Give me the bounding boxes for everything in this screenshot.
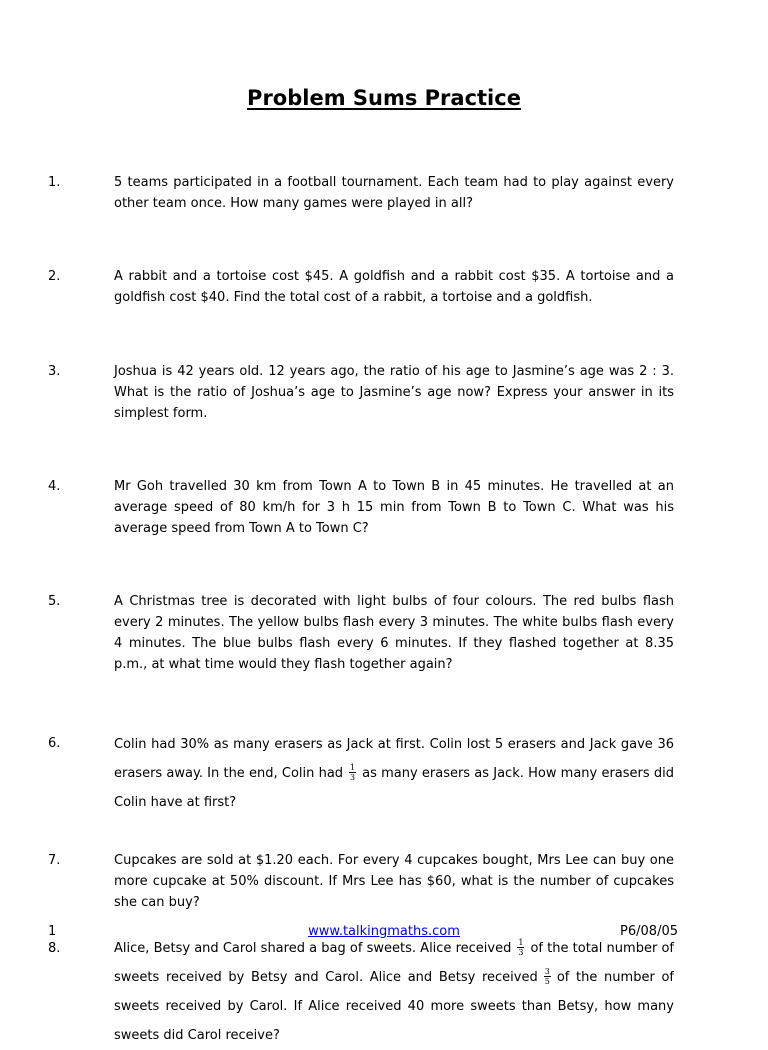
question-5 bbox=[48, 591, 674, 675]
fraction-numerator: 3 bbox=[544, 967, 550, 976]
question-text: A Christmas tree is decorated with light bulbs of four colours. The red bulbs flash every 2 minutes. The yellow bulbs flash every 3 minutes. The white bulbs flash every 4 minutes. The blue bulbs flash every 6 minutes. If they flashed together at 8.35 p.m., at what time would they flash together again? bbox=[114, 594, 674, 672]
question-text-part: of the total number of sweets received by Betsy and Carol. Alice and Betsy received bbox=[114, 941, 674, 985]
question-number: 4. bbox=[48, 479, 61, 494]
fraction-denominator: 5 bbox=[544, 977, 550, 986]
question-8 bbox=[48, 934, 674, 1050]
question-number: 1. bbox=[48, 175, 61, 190]
question-number: 5. bbox=[48, 594, 61, 609]
question-number: 3. bbox=[48, 364, 61, 379]
question-text: A rabbit and a tortoise cost $45. A goldfish and a rabbit cost $35. A tortoise and a goldfish cost $40. Find the total cost of a rabbit, a tortoise and a goldfish. bbox=[114, 269, 674, 305]
question-2 bbox=[48, 266, 674, 308]
question-text-part: Alice, Betsy and Carol shared a bag of sweets. Alice received bbox=[114, 941, 512, 956]
fraction-denominator: 3 bbox=[518, 948, 524, 957]
question-1 bbox=[48, 172, 674, 214]
footer-worksheet-code: P6/08/05 bbox=[620, 924, 678, 939]
question-4 bbox=[48, 476, 674, 539]
fraction-numerator: 1 bbox=[518, 938, 524, 947]
question-text bbox=[114, 730, 674, 817]
question-text: Cupcakes are sold at $1.20 each. For every 4 cupcakes bought, Mrs Lee can buy one more cupcake at 50% discount. If Mrs Lee has $60, what is the number of cupcakes she can buy? bbox=[114, 853, 674, 910]
fraction bbox=[517, 938, 524, 957]
question-6 bbox=[48, 730, 674, 817]
question-text: Joshua is 42 years old. 12 years ago, the ratio of his age to Jasmine’s age was 2 : 3. What is the ratio of Joshua’s age to Jasmine’s age now? Express your answer in its simplest form. bbox=[114, 364, 674, 421]
question-text-part: as many erasers as Jack. How many erasers did Colin have at first? bbox=[114, 766, 674, 810]
question-number: 8. bbox=[48, 941, 61, 956]
question-number: 7. bbox=[48, 853, 61, 868]
question-number: 2. bbox=[48, 269, 61, 284]
question-text bbox=[114, 934, 674, 1050]
question-text: 5 teams participated in a football tournament. Each team had to play against every other team once. How many games were played in all? bbox=[114, 175, 674, 211]
question-text: Mr Goh travelled 30 km from Town A to Town B in 45 minutes. He travelled at an average speed of 80 km/h for 3 h 15 min from Town B to Town C. What was his average speed from Town A to Town C? bbox=[114, 479, 674, 536]
fraction-numerator: 1 bbox=[350, 763, 356, 772]
fraction-denominator: 3 bbox=[350, 773, 356, 782]
website-link[interactable]: www.talkingmaths.com bbox=[308, 924, 460, 939]
fraction bbox=[544, 967, 551, 986]
page-title: Problem Sums Practice bbox=[247, 86, 521, 110]
question-text-part: Colin had 30% as many erasers as Jack at first. Colin lost 5 erasers and Jack gave 36 erasers away. In the end, Colin had bbox=[114, 737, 674, 781]
question-number: 6. bbox=[48, 736, 61, 751]
footer-page-number: 1 bbox=[48, 924, 57, 939]
question-7 bbox=[48, 850, 674, 913]
question-3 bbox=[48, 361, 674, 424]
fraction bbox=[349, 763, 356, 782]
question-text-part: of the number of sweets received by Carol. If Alice received 40 more sweets than Betsy, how many sweets did Carol receive? bbox=[114, 970, 674, 1043]
